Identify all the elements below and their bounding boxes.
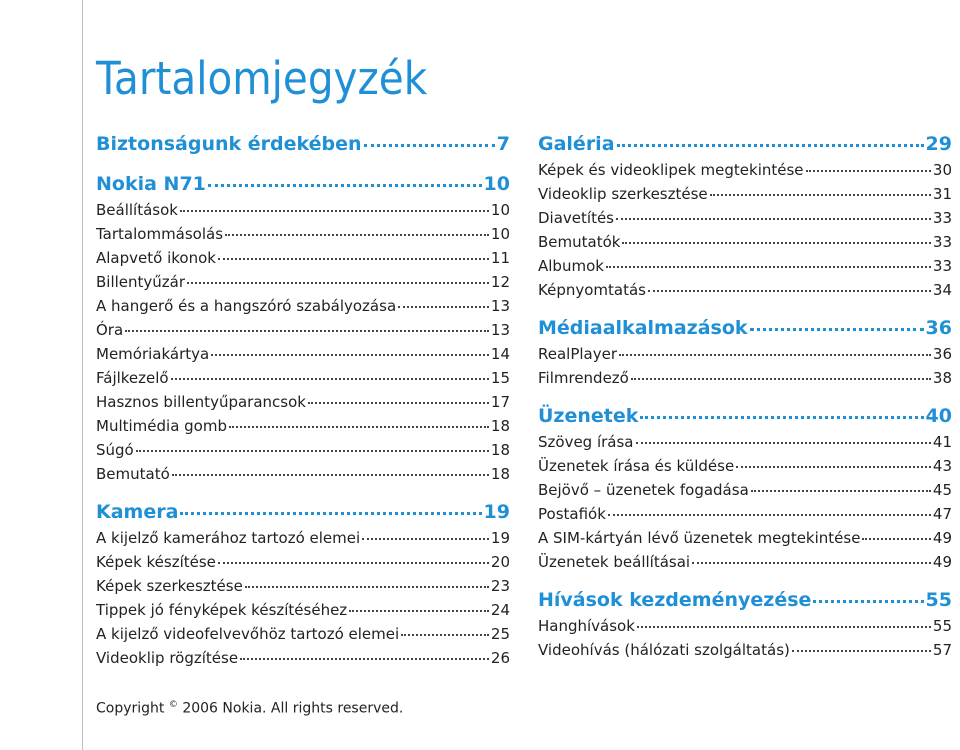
toc-heading-kamera[interactable] xyxy=(96,501,510,529)
toc-entry[interactable] xyxy=(96,649,510,673)
entry-label: Diavetítés xyxy=(538,209,614,227)
margin-rule xyxy=(82,0,83,750)
page-number: 10 xyxy=(490,201,510,219)
toc-section-biztonsagunk-erdekeben xyxy=(96,133,510,161)
entry-label: Bemutató xyxy=(96,465,170,483)
toc-section-uzenetek xyxy=(538,405,952,577)
toc-entry[interactable] xyxy=(538,209,952,233)
toc-entry[interactable] xyxy=(96,225,510,249)
entry-label: RealPlayer xyxy=(538,345,618,363)
entry-label: Fájlkezelő xyxy=(96,369,169,387)
page-number: 45 xyxy=(932,481,952,499)
page-number: 55 xyxy=(932,617,952,635)
page-title: Tartalomjegyzék xyxy=(96,52,428,105)
page-number: 49 xyxy=(932,553,952,571)
toc-entry[interactable] xyxy=(96,297,510,321)
page-number: 11 xyxy=(490,249,510,267)
dot-leader xyxy=(364,144,495,147)
dot-leader xyxy=(862,538,930,540)
page-number: 30 xyxy=(932,161,952,179)
copyright-symbol: © xyxy=(168,700,178,710)
page-number: 12 xyxy=(490,273,510,291)
dot-leader xyxy=(308,402,489,404)
toc-entry[interactable] xyxy=(96,465,510,489)
toc-entry[interactable] xyxy=(538,345,952,369)
dot-leader xyxy=(736,466,931,468)
toc-entry[interactable] xyxy=(96,625,510,649)
toc-entry[interactable] xyxy=(96,393,510,417)
entry-label: Szöveg írása xyxy=(538,433,634,451)
dot-leader xyxy=(637,626,931,628)
entry-label: Üzenetek írása és küldése xyxy=(538,457,735,475)
toc-entry[interactable] xyxy=(538,161,952,185)
dot-leader xyxy=(240,658,489,660)
page-number: 13 xyxy=(490,297,510,315)
page-number: 33 xyxy=(932,233,952,251)
dot-leader xyxy=(710,194,931,196)
entry-label: Multimédia gomb xyxy=(96,417,227,435)
toc-entry[interactable] xyxy=(538,369,952,393)
section-title: Kamera xyxy=(96,501,179,523)
toc-entry[interactable] xyxy=(96,369,510,393)
page-number: 17 xyxy=(490,393,510,411)
dot-leader xyxy=(640,416,923,419)
page-number: 43 xyxy=(932,457,952,475)
page-number: 24 xyxy=(490,601,510,619)
dot-leader xyxy=(180,512,481,515)
entry-label: Postafiók xyxy=(538,505,606,523)
entry-label: Képek készítése xyxy=(96,553,216,571)
entry-label: Képnyomtatás xyxy=(538,281,646,299)
toc-entry[interactable] xyxy=(538,233,952,257)
entry-label: Beállítások xyxy=(96,201,178,219)
page-number: 34 xyxy=(932,281,952,299)
copyright xyxy=(96,700,403,717)
toc-entry[interactable] xyxy=(96,273,510,297)
dot-leader xyxy=(245,586,489,588)
toc-entry[interactable] xyxy=(96,345,510,369)
page-number: 55 xyxy=(925,589,952,611)
entry-label: Képek szerkesztése xyxy=(96,577,243,595)
toc-heading-uzenetek[interactable] xyxy=(538,405,952,433)
page-number: 10 xyxy=(490,225,510,243)
page-number: 49 xyxy=(932,529,952,547)
toc-section-mediaalkalmazasok xyxy=(538,317,952,393)
toc-section-nokia-n71 xyxy=(96,173,510,489)
section-title: Nokia N71 xyxy=(96,173,206,195)
copyright-label: Copyright xyxy=(96,700,165,717)
page-number: 15 xyxy=(490,369,510,387)
toc-entry[interactable] xyxy=(96,441,510,465)
toc-section-galeria xyxy=(538,133,952,305)
page-number: 36 xyxy=(925,317,952,339)
toc-entry[interactable] xyxy=(538,457,952,481)
dot-leader xyxy=(180,210,489,212)
toc-entry[interactable] xyxy=(538,529,952,553)
dot-leader xyxy=(631,378,931,380)
toc-heading-hivasok-kezdemenyezese[interactable] xyxy=(538,589,952,617)
section-title: Üzenetek xyxy=(538,405,639,427)
entry-label: A kijelző videofelvevőhöz tartozó elemei xyxy=(96,625,400,643)
page-number: 31 xyxy=(932,185,952,203)
entry-label: Albumok xyxy=(538,257,604,275)
entry-label: Tartalommásolás xyxy=(96,225,224,243)
page-number: 57 xyxy=(932,641,952,659)
dot-leader xyxy=(648,290,931,292)
page-number: 14 xyxy=(490,345,510,363)
toc-entry[interactable] xyxy=(96,601,510,625)
dot-leader xyxy=(619,354,931,356)
entry-label: Óra xyxy=(96,321,124,339)
dot-leader xyxy=(617,144,924,147)
toc-entry[interactable] xyxy=(96,321,510,345)
toc-entry[interactable] xyxy=(538,481,952,505)
page-number: 41 xyxy=(932,433,952,451)
page-number: 20 xyxy=(490,553,510,571)
toc-entry[interactable] xyxy=(96,553,510,577)
toc-section-hivasok-kezdemenyezese xyxy=(538,589,952,665)
page-number: 25 xyxy=(490,625,510,643)
entry-label: Videoklip rögzítése xyxy=(96,649,239,667)
page-number: 7 xyxy=(496,133,510,155)
toc-heading-galeria[interactable] xyxy=(538,133,952,161)
section-title: Hívások kezdeményezése xyxy=(538,589,812,611)
dot-leader xyxy=(606,266,931,268)
page-number: 10 xyxy=(483,173,510,195)
dot-leader xyxy=(187,282,489,284)
page-number: 18 xyxy=(490,441,510,459)
dot-leader xyxy=(208,184,482,187)
entry-label: A hangerő és a hangszóró szabályozása xyxy=(96,297,397,315)
page-number: 33 xyxy=(932,257,952,275)
dot-leader xyxy=(171,378,489,380)
copyright-text: 2006 Nokia. All rights reserved. xyxy=(182,700,404,717)
page-number: 36 xyxy=(932,345,952,363)
dot-leader xyxy=(750,328,924,331)
dot-leader xyxy=(125,330,489,332)
dot-leader xyxy=(792,650,931,652)
dot-leader xyxy=(751,490,931,492)
page-number: 26 xyxy=(490,649,510,667)
entry-label: Bemutatók xyxy=(538,233,621,251)
toc-entry[interactable] xyxy=(538,617,952,641)
entry-label: Bejövő – üzenetek fogadása xyxy=(538,481,749,499)
entry-label: Alapvető ikonok xyxy=(96,249,216,267)
entry-label: Memóriakártya xyxy=(96,345,210,363)
page-number: 40 xyxy=(925,405,952,427)
page-number: 47 xyxy=(932,505,952,523)
toc-entry[interactable] xyxy=(96,577,510,601)
entry-label: Filmrendező xyxy=(538,369,629,387)
toc-entry[interactable] xyxy=(96,249,510,273)
page-number: 19 xyxy=(483,501,510,523)
toc-entry[interactable] xyxy=(538,641,952,665)
toc-heading-nokia-n71[interactable] xyxy=(96,173,510,201)
dot-leader xyxy=(225,234,489,236)
dot-leader xyxy=(806,170,931,172)
page-number: 19 xyxy=(490,529,510,547)
toc-heading-biztonsagunk-erdekeben[interactable] xyxy=(96,133,510,161)
entry-label: Képek és videoklipek megtekintése xyxy=(538,161,804,179)
dot-leader xyxy=(172,474,489,476)
toc-left-column xyxy=(96,133,510,685)
page-number: 23 xyxy=(490,577,510,595)
toc-entry[interactable] xyxy=(538,185,952,209)
toc-heading-mediaalkalmazasok[interactable] xyxy=(538,317,952,345)
dot-leader xyxy=(362,538,489,540)
dot-leader xyxy=(636,442,931,444)
dot-leader xyxy=(218,562,489,564)
entry-label: Hanghívások xyxy=(538,617,635,635)
dot-leader xyxy=(813,600,923,603)
entry-label: Hasznos billentyűparancsok xyxy=(96,393,306,411)
toc-entry[interactable] xyxy=(538,433,952,457)
dot-leader xyxy=(616,218,931,220)
dot-leader xyxy=(136,450,489,452)
entry-label: Billentyűzár xyxy=(96,273,186,291)
dot-leader xyxy=(401,634,489,636)
section-title: Galéria xyxy=(538,133,615,155)
page-number: 18 xyxy=(490,417,510,435)
toc-right-column xyxy=(538,133,952,677)
page-number: 38 xyxy=(932,369,952,387)
toc-entry[interactable] xyxy=(96,417,510,441)
page-number: 33 xyxy=(932,209,952,227)
dot-leader xyxy=(218,258,489,260)
entry-label: A SIM-kártyán lévő üzenetek megtekintése xyxy=(538,529,861,547)
toc-entry[interactable] xyxy=(538,281,952,305)
page-number: 13 xyxy=(490,321,510,339)
dot-leader xyxy=(692,562,931,564)
toc-entry[interactable] xyxy=(96,201,510,225)
entry-label: Tippek jó fényképek készítéséhez xyxy=(96,601,348,619)
page-number: 18 xyxy=(490,465,510,483)
dot-leader xyxy=(229,426,489,428)
section-title: Médiaalkalmazások xyxy=(538,317,748,339)
dot-leader xyxy=(398,306,489,308)
entry-label: Súgó xyxy=(96,441,134,459)
toc-entry[interactable] xyxy=(96,529,510,553)
dot-leader xyxy=(349,610,489,612)
page-number: 29 xyxy=(925,133,952,155)
toc-entry[interactable] xyxy=(538,505,952,529)
entry-label: Üzenetek beállításai xyxy=(538,553,691,571)
dot-leader xyxy=(608,514,931,516)
entry-label: Videohívás (hálózati szolgáltatás) xyxy=(538,641,790,659)
dot-leader xyxy=(211,354,489,356)
toc-section-kamera xyxy=(96,501,510,673)
entry-label: A kijelző kamerához tartozó elemei xyxy=(96,529,361,547)
dot-leader xyxy=(622,242,930,244)
section-title: Biztonságunk érdekében xyxy=(96,133,362,155)
entry-label: Videoklip szerkesztése xyxy=(538,185,708,203)
toc-entry[interactable] xyxy=(538,553,952,577)
toc-entry[interactable] xyxy=(538,257,952,281)
